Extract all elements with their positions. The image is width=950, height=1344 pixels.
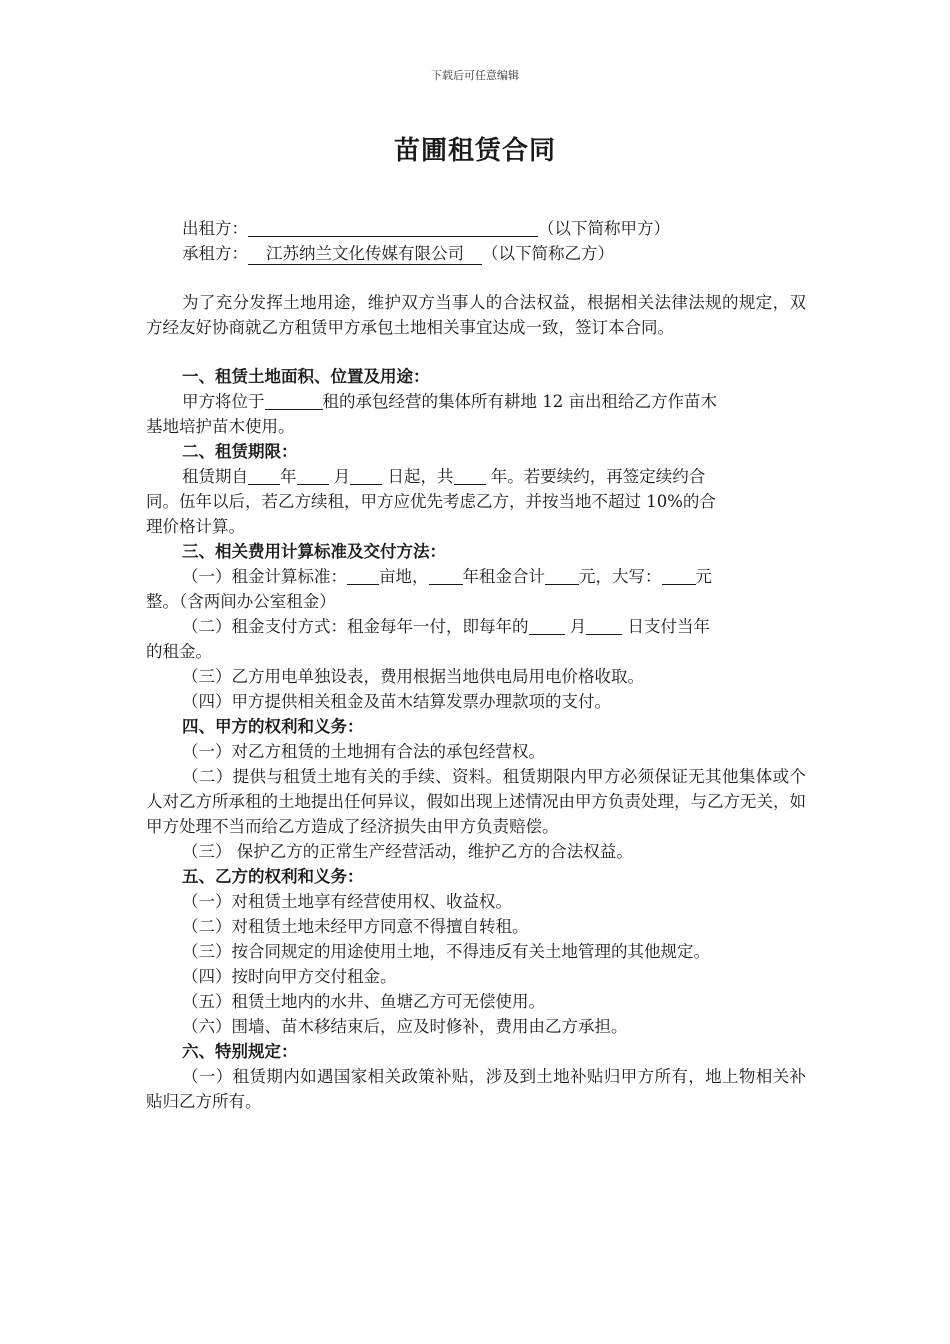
section-3-item-2 [146,614,806,639]
section-3-heading: 三、相关费用计算标准及交付方法： [182,542,446,561]
contract-body [146,216,806,1114]
lessor-line [146,216,806,241]
s3-i2-text-c: 日支付当年 [627,617,710,636]
lessor-blank[interactable] [248,217,538,237]
s3-i1-text-a: （一）租金计算标准： [182,567,347,586]
pay-day-blank[interactable] [586,615,622,635]
s1-text-a: 甲方将位于 [182,392,265,411]
s2-text-c: 月 [333,467,351,486]
section-1-line-2: 基地培护苗木使用。 [146,417,295,436]
s3-i2-text-a: （二）租金支付方式：租金每年一付，即每年的 [182,617,529,636]
section-6-item-1: （一）租赁期内如遇国家相关政策补贴，涉及到土地补贴归甲方所有，地上物相关补贴归乙方所有。 [146,1067,806,1111]
start-day-blank[interactable] [350,465,382,485]
lessor-suffix: （以下简称甲方） [538,219,670,238]
section-3-item-2-cont: 的租金。 [146,642,212,661]
section-2-line-2: 同。伍年以后，若乙方续租，甲方应优先考虑乙方，并按当地不超过 10%的合 [146,492,716,511]
section-6-heading: 六、特别规定： [182,1042,298,1061]
section-5-heading: 五、乙方的权利和义务： [182,867,364,886]
section-4-item-3: （三） 保护乙方的正常生产经营活动，维护乙方的合法权益。 [182,842,633,861]
lessee-label: 承租方： [182,244,248,263]
s3-i1-text-d: 元，大写： [579,567,662,586]
lessee-suffix: （以下简称乙方） [482,244,614,263]
header-note: 下载后可任意编辑 [431,69,519,82]
lessor-label: 出租方： [182,219,248,238]
section-4-item-2: （二）提供与租赁土地有关的手续、资料。租赁期限内甲方必须保证无其他集体或个人对乙方所承租的土地提出任何异议，假如出现上述情况由甲方负责处理，与乙方无关，如甲方处理不当而给乙方造成了经济损失由甲方负责赔偿。 [146,767,806,836]
section-3-item-4: （四）甲方提供相关租金及苗木结算发票办理款项的支付。 [182,692,611,711]
section-2-line-1 [146,464,806,489]
s3-i1-text-b: 亩地， [379,567,429,586]
term-years-blank[interactable] [454,465,486,485]
section-4-item-1: （一）对乙方租赁的土地拥有合法的承包经营权。 [182,742,545,761]
section-4-heading: 四、甲方的权利和义务： [182,717,364,736]
section-5-item-1: （一）对租赁土地享有经营使用权、收益权。 [182,892,512,911]
section-5-item-6: （六）围墙、苗木移结束后，应及时修补，费用由乙方承担。 [182,1017,628,1036]
s2-text-a: 租赁期自 [182,467,248,486]
section-1-line-1 [146,389,806,414]
rent-years-blank[interactable] [429,565,463,585]
lessee-name: 江苏纳兰文化传媒有限公司 [248,244,482,265]
rent-words-blank[interactable] [662,565,696,585]
start-month-blank[interactable] [297,465,329,485]
area-blank[interactable] [347,565,379,585]
s2-text-e: 年。若要续约，再签定续约合 [490,467,706,486]
rent-amount-blank[interactable] [545,565,579,585]
s3-i1-text-e: 元 [695,567,712,586]
section-3-item-1-cont: 整。（含两间办公室租金） [146,592,336,611]
s3-i1-text-c: 年租金合计 [462,567,545,586]
intro-paragraph: 为了充分发挥土地用途，维护双方当事人的合法权益，根据相关法律法规的规定，双方经友好协商就乙方租赁甲方承包土地相关事宜达成一致，签订本合同。 [146,293,806,337]
section-5-item-3: （三）按合同规定的用途使用土地，不得违反有关土地管理的其他规定。 [182,942,710,961]
page-title: 苗圃租赁合同 [393,136,556,166]
s1-text-b: 租的承包经营的集体所有耕地 12 亩出租给乙方作苗木 [322,392,717,411]
location-blank[interactable] [265,390,323,410]
section-1-heading: 一、租赁土地面积、位置及用途： [182,367,430,386]
s3-i2-text-b: 月 [569,617,587,636]
pay-month-blank[interactable] [529,615,565,635]
section-5-item-5: （五）租赁土地内的水井、鱼塘乙方可无偿使用。 [182,992,545,1011]
section-3-item-1 [146,564,806,589]
section-5-item-4: （四）按时向甲方交付租金。 [182,967,397,986]
section-5-item-2: （二）对租赁土地未经甲方同意不得擅自转租。 [182,917,529,936]
section-2-heading: 二、租赁期限： [182,442,298,461]
section-3-item-3: （三）乙方用电单独设表，费用根据当地供电局用电价格收取。 [182,667,644,686]
section-2-line-3: 理价格计算。 [146,517,245,536]
start-year-blank[interactable] [248,465,280,485]
lessee-line [146,241,806,266]
s2-text-d: 日起，共 [387,467,454,486]
s2-text-b: 年 [280,467,297,486]
